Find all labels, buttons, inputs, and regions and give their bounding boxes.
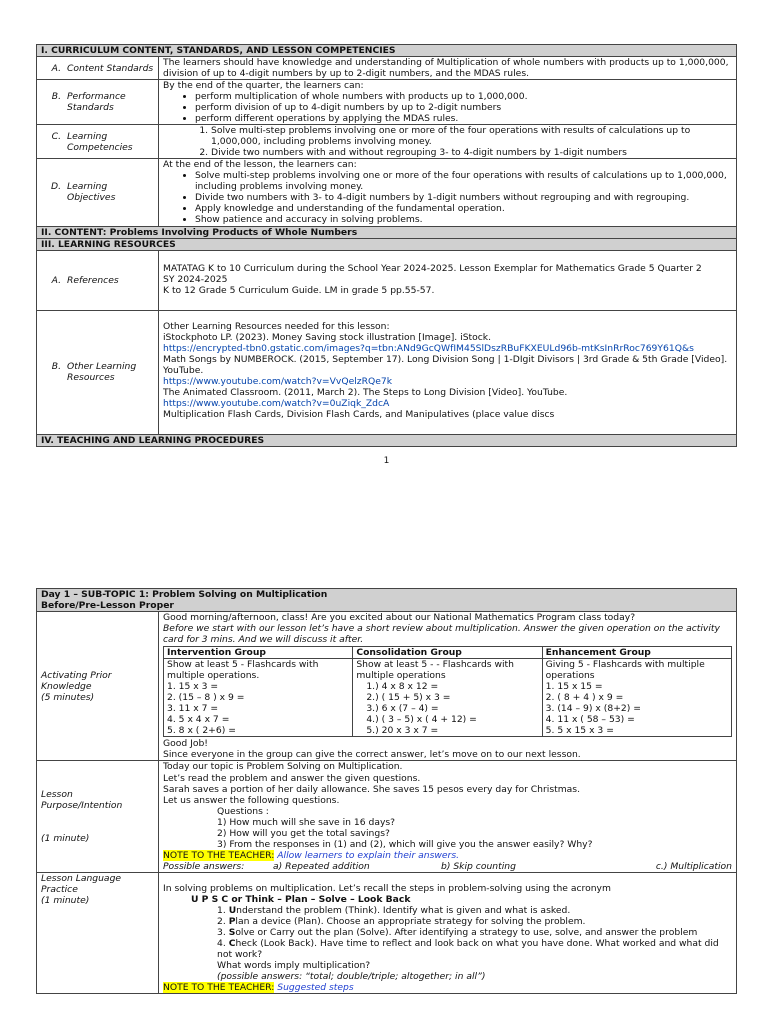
content-standards-text: The learners should have knowledge and understanding of Multiplication of whole numbers with products up to 1,000,000, division of up to 4-digit numbers by up to 2-digit numbers, and the MDAS rules. bbox=[159, 57, 737, 80]
language-practice-cell: In solving problems on multiplication. Let’s recall the steps in problem-solving using the acronym U P S C or Think – Plan – Solve – Look Back 1. Understand the problem (Think). Identify what is given and what is asked. 2. Plan a device (Plan). Choose an appropriate strategy for solving the problem. 3. Solve or Carry out the plan (Solve). After identifying a strategy to use, solve, and answer the problem 4. Check (Look Back). Have time to reflect and look back on what you have done. What worked and what did not work? What words imply multiplication? (possible answers: “total; double/triple; altogether; in all”) NOTE TO THE TEACHER: Suggested steps bbox=[159, 872, 737, 993]
references-cell: MATATAG K to 10 Curriculum during the School Year 2024-2025. Lesson Exemplar for Mathematics Grade 5 Quarter 2 SY 2024-2025 K to 12 Grade 5 Curriculum Guide. LM in grade 5 pp.55-57. bbox=[159, 250, 737, 310]
performance-standards-cell: By the end of the quarter, the learners can: • perform multiplication of whole numbers with products up to 1,000,000. • perform division of up to 4-digit numbers by up to 2-digit numbers • perform different operations by applying the MDAS rules. bbox=[159, 80, 737, 125]
list-item: 3) From the responses in (1) and (2), which will give you the answer easily? Why? bbox=[217, 838, 593, 850]
list-item: 5.) 20 x 3 x 7 = bbox=[366, 725, 439, 737]
list-item: 4.) ( 3 – 5) x ( 4 + 12) = bbox=[366, 714, 477, 726]
row-label-language-practice: Lesson Language Practice (1 minute) bbox=[37, 872, 159, 993]
activating-prior-knowledge-cell: Good morning/afternoon, class! Are you excited about our National Mathematics Program class today? Before we start with our lesson let’s have a short review about multiplication. Answer the given operation on the activity card for 3 mins. And we will discuss it after. Intervention Group Consolidation Group Enhancement Group Show at least 5 - Flashcards with multiple operations. 1. 15 x 3 = 2. (15 – 8 ) x 9 = 3. 11 x 7 = 4. 5 x 4 x 7 = 5. 8 x ( 2+6) = Show at least 5 - - Flashcards with multiple operations 1.) 4 x 8 x 12 = 2.) ( 15 + 5) x 3 = 3.) 6 x (7 – 4) = 4.) ( 3 – 5) x ( 4 + 12) = 5.) 20 x 3 x 7 = Giving 5 - Flashcards with multiple operations 1. 15 x 15 = 2. ( 8 + 4 ) x 9 = 3. (14 – 9) x (8+2) = 4. 11 x ( 58 – 53) = 5. 5 x 15 x 3 = Good Job! Since everyone in the group can give the correct answer, let’s move on to our next lesson. bbox=[159, 612, 737, 761]
list-item: 3. 11 x 7 = bbox=[167, 703, 219, 715]
other-resources-cell: Other Learning Resources needed for this lesson: iStockphoto LP. (2023). Money Saving stock illustration [Image]. iStock. https://encrypted-tbn0.gstatic.com/images?q=tbn:ANd9GcQWfIM45SlDszRBuFKXEULd96b-mtKsInRrRoc769Y61Q&s Math Songs by NUMBEROCK. (2015, September 17). Long Division Song | 1-DIgit Divisors | 3rd Grade & 5th Grade [Video]. YouTube. https://www.youtube.com/watch?v=VvQelzRQe7k The Animated Classroom. (2011, March 2). The Steps to Long Division [Video]. YouTube. https://www.youtube.com/watch?v=0uZiqk_ZdcA Multiplication Flash Cards, Division Flash Cards, and Manipulatives (place value discs bbox=[159, 310, 737, 434]
flashcard-groups-table bbox=[163, 646, 732, 737]
section-header-content: II. CONTENT: Problems Involving Products of Whole Numbers bbox=[37, 226, 737, 238]
list-item: • perform different operations by applying the MDAS rules. bbox=[195, 113, 732, 124]
list-item: • Divide two numbers with 3- to 4-digit numbers by 1-digit numbers without regrouping and with regrouping. bbox=[195, 192, 732, 203]
list-item: 5. 5 x 15 x 3 = bbox=[545, 725, 614, 737]
page-number: 1 bbox=[383, 455, 390, 466]
list-item: 2. ( 8 + 4 ) x 9 = bbox=[545, 692, 624, 704]
curriculum-table bbox=[36, 44, 737, 447]
list-item: 2) How will you get the total savings? bbox=[217, 827, 390, 839]
list-item: 1) How much will she save in 16 days? bbox=[217, 816, 396, 828]
list-item: 2. (15 – 8 ) x 9 = bbox=[167, 692, 245, 704]
list-item: 2.) ( 15 + 5) x 3 = bbox=[366, 692, 451, 704]
teacher-note: NOTE TO THE TEACHER: Suggested steps bbox=[163, 982, 354, 994]
group-title-enhancement: Enhancement Group bbox=[542, 647, 731, 659]
competencies-list bbox=[163, 125, 732, 158]
learning-objectives-cell: At the end of the lesson, the learners can: • Solve multi-step problems involving one or more of the four operations with results of calculations up to 1,000,000, including problems involving money. • Divide two numbers with 3- to 4-digit numbers by 1-digit numbers without regrouping and with regrouping. • Apply knowledge and understanding of the fundamental operation. • Show patience and accuracy in solving problems. bbox=[159, 159, 737, 226]
row-label-other-resources: B. Other Learning Resources bbox=[37, 310, 159, 434]
list-item: • perform division of up to 4-digit numbers by up to 2-digit numbers bbox=[195, 102, 732, 113]
list-item: 4. 11 x ( 58 – 53) = bbox=[545, 714, 635, 726]
list-item: • Solve multi-step problems involving one or more of the four operations with results of calculations up to 1,000,000, including problems involving money. bbox=[195, 170, 732, 192]
list-item: • Show patience and accuracy in solving problems. bbox=[195, 214, 732, 225]
list-item: 1. Understand the problem (Think). Identify what is given and what is asked. bbox=[217, 904, 571, 916]
row-label-activating-prior-knowledge: Activating Prior Knowledge (5 minutes) bbox=[37, 612, 159, 761]
row-label-learning-objectives: D. Learning Objectives bbox=[37, 159, 159, 226]
performance-list bbox=[163, 91, 732, 124]
list-item: 3.) 6 x (7 – 4) = bbox=[366, 703, 439, 715]
list-item: • perform multiplication of whole numbers with products up to 1,000,000. bbox=[195, 91, 732, 102]
row-label-performance-standards: B. Performance Standards bbox=[37, 80, 159, 125]
group-cell-consolidation: Show at least 5 - - Flashcards with multiple operations 1.) 4 x 8 x 12 = 2.) ( 15 + 5) x 3 = 3.) 6 x (7 – 4) = 4.) ( 3 – 5) x ( 4 + 12) = 5.) 20 x 3 x 7 = bbox=[353, 659, 542, 737]
learning-competencies-cell bbox=[159, 125, 737, 159]
group-cell-intervention: Show at least 5 - Flashcards with multiple operations. 1. 15 x 3 = 2. (15 – 8 ) x 9 = 3. 11 x 7 = 4. 5 x 4 x 7 = 5. 8 x ( 2+6) = bbox=[164, 659, 353, 737]
resource-link-3[interactable]: https://www.youtube.com/watch?v=0uZiqk_ZdcA bbox=[163, 397, 390, 409]
group-title-consolidation: Consolidation Group bbox=[353, 647, 542, 659]
group-title-intervention: Intervention Group bbox=[164, 647, 353, 659]
list-item: 1. Solve multi-step problems involving one or more of the four operations with results of calculations up to 1,000,000, including problems involving money. bbox=[211, 125, 732, 147]
group-cell-enhancement: Giving 5 - Flashcards with multiple operations 1. 15 x 15 = 2. ( 8 + 4 ) x 9 = 3. (14 – 9) x (8+2) = 4. 11 x ( 58 – 53) = 5. 5 x 15 x 3 = bbox=[542, 659, 731, 737]
list-item: 3. Solve or Carry out the plan (Solve). After identifying a strategy to use, solve, and answer the problem bbox=[217, 926, 698, 938]
page-1 bbox=[36, 44, 737, 467]
resource-link-2[interactable]: https://www.youtube.com/watch?v=VvQelzRQe7k bbox=[163, 375, 393, 387]
possible-answers: Possible answers: a) Repeated addition b) Skip counting c.) Multiplication bbox=[163, 860, 732, 872]
list-item: 1. 15 x 15 = bbox=[545, 681, 603, 693]
list-item: 2. Divide two numbers with and without regrouping 3- to 4-digit numbers by 1-digit numbers bbox=[211, 147, 732, 158]
row-label-content-standards: A. Content Standards bbox=[37, 57, 159, 80]
day-header: Day 1 – SUB-TOPIC 1: Problem Solving on Multiplication Before/Pre-Lesson Proper bbox=[37, 589, 737, 612]
list-item: 4. 5 x 4 x 7 = bbox=[167, 714, 230, 726]
resource-link-1[interactable]: https://encrypted-tbn0.gstatic.com/images?q=tbn:ANd9GcQWfIM45SlDszRBuFKXEULd96b-mtKsInRrRoc769Y61Q&s bbox=[163, 342, 694, 354]
row-label-lesson-purpose: Lesson Purpose/Intention (1 minute) bbox=[37, 761, 159, 872]
list-item: 1. 15 x 3 = bbox=[167, 681, 219, 693]
lesson-purpose-cell: Today our topic is Problem Solving on Multiplication. Let’s read the problem and answer the given questions. Sarah saves a portion of her daily allowance. She saves 15 pesos every day for Christmas. Let us answer the following questions. Questions : 1) How much will she save in 16 days? 2) How will you get the total savings? 3) From the responses in (1) and (2), which will give you the answer easily? Why? NOTE TO THE TEACHER: Allow learners to explain their answers. Possible answers: a) Repeated addition b) Skip counting c.) Multiplication bbox=[159, 761, 737, 872]
list-item: 2. Plan a device (Plan). Choose an appropriate strategy for solving the problem. bbox=[217, 915, 586, 927]
page-2 bbox=[36, 588, 737, 994]
teacher-note: NOTE TO THE TEACHER: Allow learners to explain their answers. bbox=[163, 849, 460, 861]
list-item: 3. (14 – 9) x (8+2) = bbox=[545, 703, 641, 715]
list-item: 1.) 4 x 8 x 12 = bbox=[366, 681, 439, 693]
procedures-table bbox=[36, 588, 737, 994]
section-header-curriculum: I. CURRICULUM CONTENT, STANDARDS, AND LESSON COMPETENCIES bbox=[37, 45, 737, 57]
row-label-references: A. References bbox=[37, 250, 159, 310]
section-header-procedures: IV. TEACHING AND LEARNING PROCEDURES bbox=[37, 434, 737, 446]
list-item: 5. 8 x ( 2+6) = bbox=[167, 725, 236, 737]
list-item: 4. Check (Look Back). Have time to reflect and look back on what you have done. What worked and what did not work? bbox=[217, 937, 719, 960]
objectives-list bbox=[163, 170, 732, 225]
list-item: • Apply knowledge and understanding of the fundamental operation. bbox=[195, 203, 732, 214]
section-header-resources: III. LEARNING RESOURCES bbox=[37, 238, 737, 250]
row-label-learning-competencies: C. Learning Competencies bbox=[37, 125, 159, 159]
